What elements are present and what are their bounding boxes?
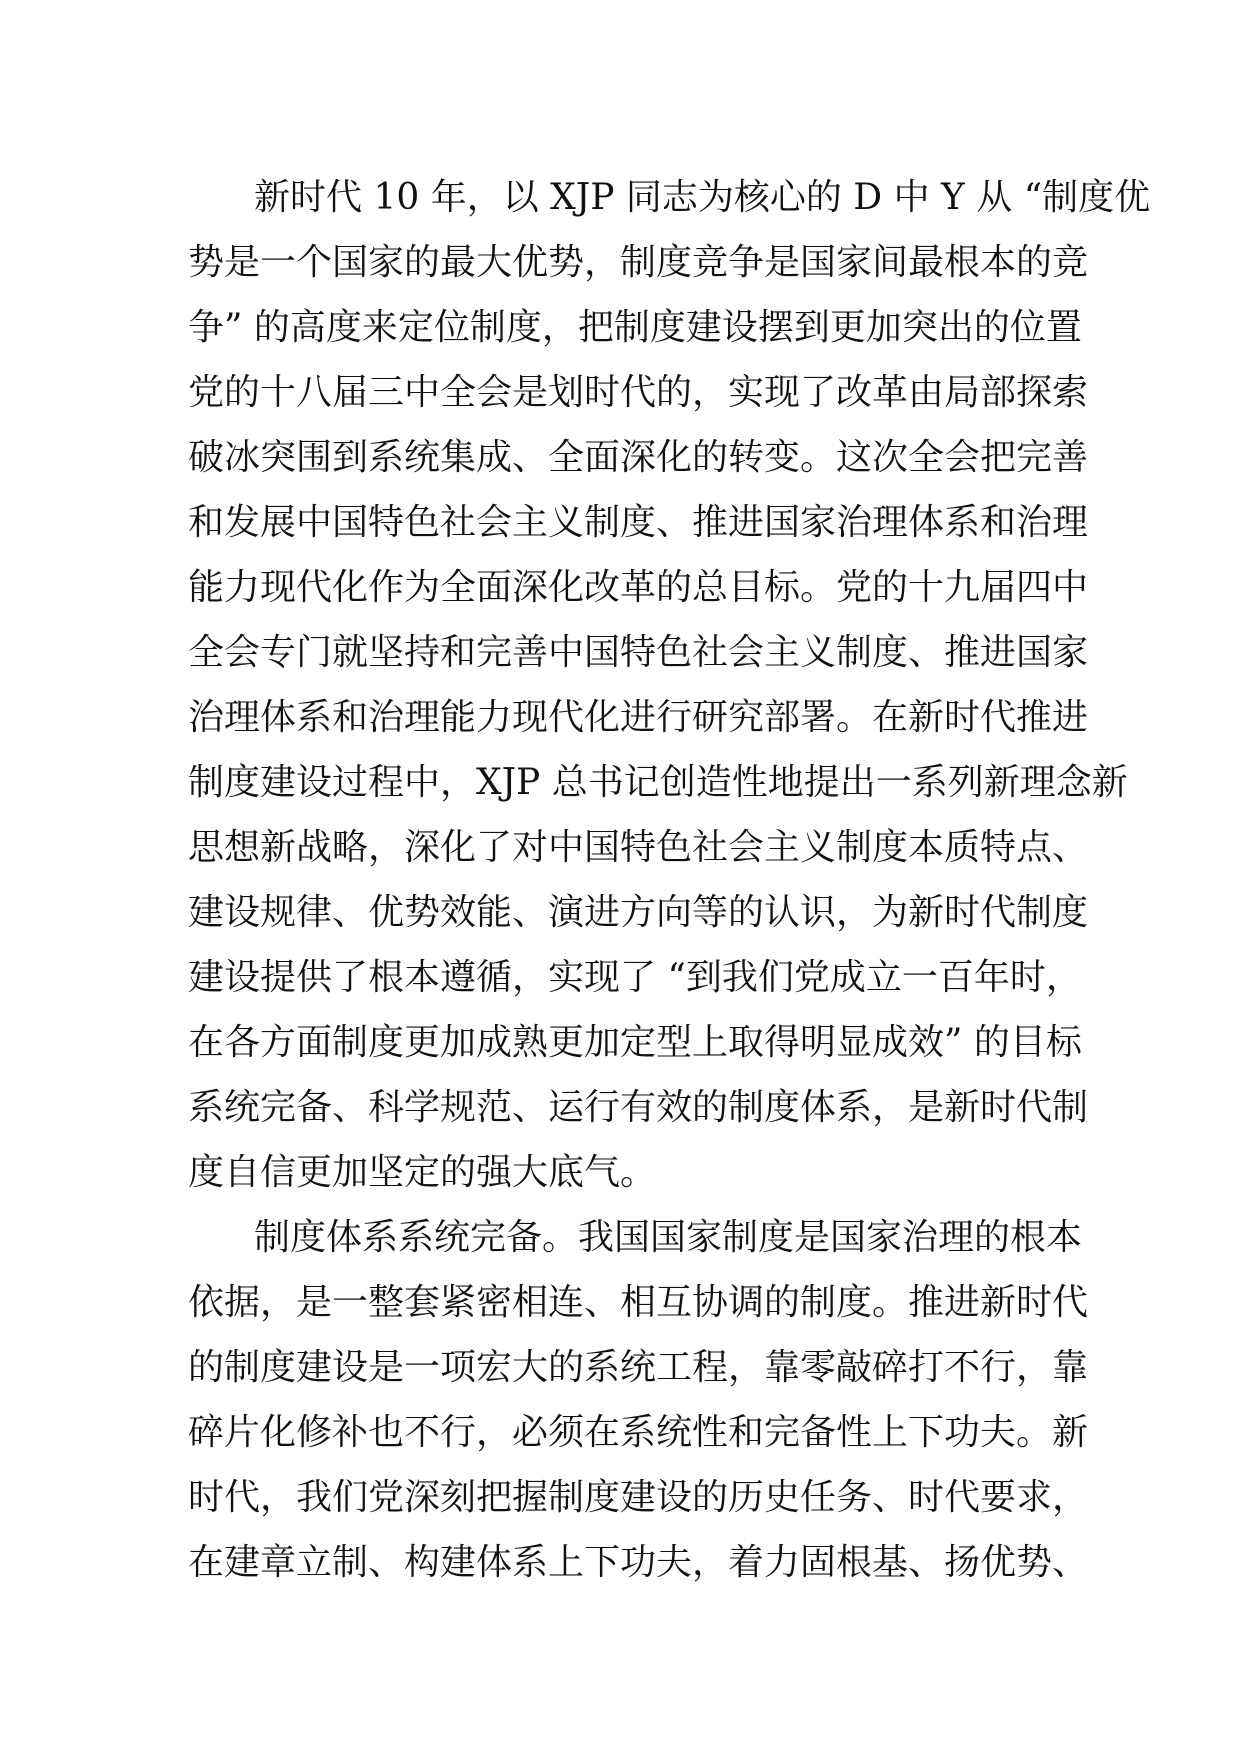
paragraph-line: 新时代 10 年，以 XJP 同志为核心的 D 中 Y 从 “制度优: [254, 177, 1151, 218]
paragraph-line: 制度体系系统完备。我国国家制度是国家治理的根本: [254, 1217, 1083, 1258]
paragraph-line: 建设提供了根本遵循，实现了 “到我们党成立一百年时，: [188, 957, 1082, 998]
paragraph-line: 治理体系和治理能力现代化进行研究部署。在新时代推进: [188, 697, 1089, 738]
paragraph-line: 争” 的高度来定位制度，把制度建设摆到更加突出的位置: [188, 307, 1082, 348]
paragraph-line: 在建章立制、构建体系上下功夫，着力固根基、扬优势、: [188, 1542, 1089, 1583]
paragraph-line: 建设规律、优势效能、演进方向等的认识，为新时代制度: [188, 892, 1089, 933]
body-text: [188, 165, 1151, 1595]
paragraph-line: 碎片化修补也不行，必须在系统性和完备性上下功夫。新: [188, 1412, 1089, 1453]
paragraph-line: 思想新战略，深化了对中国特色社会主义制度本质特点、: [188, 827, 1089, 868]
paragraph-line: 全会专门就坚持和完善中国特色社会主义制度、推进国家: [188, 632, 1089, 673]
paragraph-line: 势是一个国家的最大优势，制度竞争是国家间最根本的竞: [188, 242, 1089, 283]
paragraph-line: 党的十八届三中全会是划时代的，实现了改革由局部探索: [188, 372, 1089, 413]
paragraph-line: 能力现代化作为全面深化改革的总目标。党的十九届四中: [188, 567, 1089, 608]
paragraph-line: 破冰突围到系统集成、全面深化的转变。这次全会把完善: [188, 437, 1089, 478]
paragraph-line: 制度建设过程中，XJP 总书记创造性地提出一系列新理念新: [188, 762, 1128, 803]
paragraph-line: 度自信更加坚定的强大底气。: [188, 1152, 657, 1193]
paragraph-line: 依据，是一整套紧密相连、相互协调的制度。推进新时代: [188, 1282, 1089, 1323]
paragraph-line: 的制度建设是一项宏大的系统工程，靠零敲碎打不行，靠: [188, 1347, 1089, 1388]
paragraph-line: 系统完备、科学规范、运行有效的制度体系，是新时代制: [188, 1087, 1089, 1128]
paragraph-line: 和发展中国特色社会主义制度、推进国家治理体系和治理: [188, 502, 1089, 543]
paragraph-line: 在各方面制度更加成熟更加定型上取得明显成效” 的目标: [188, 1022, 1082, 1063]
paragraph-line: 时代，我们党深刻把握制度建设的历史任务、时代要求，: [188, 1477, 1089, 1518]
